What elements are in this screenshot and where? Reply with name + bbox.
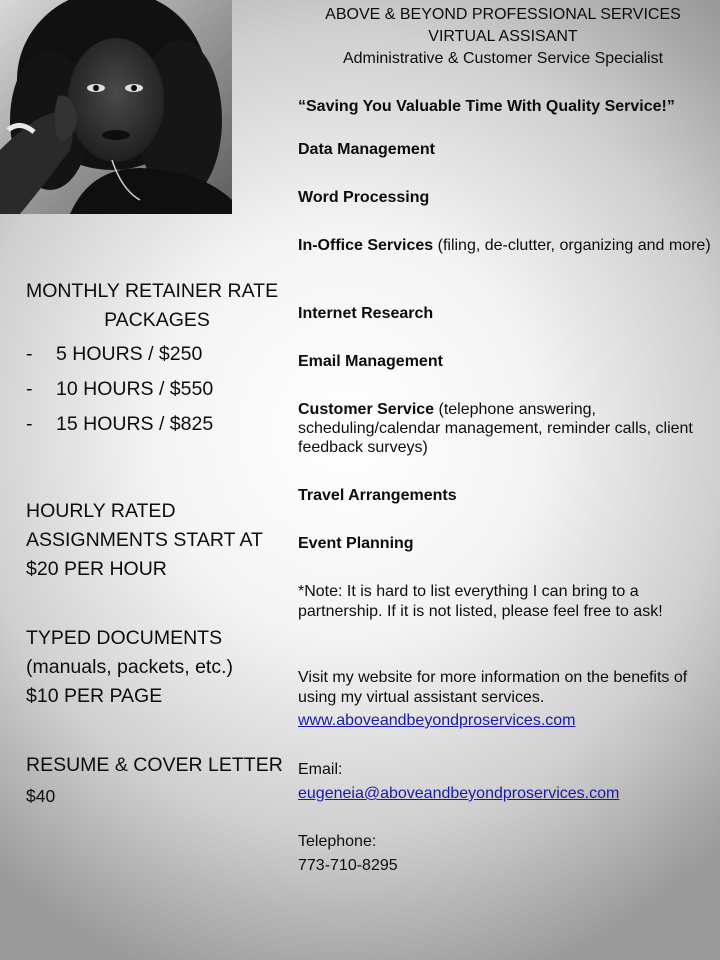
telephone-section	[298, 832, 716, 876]
tagline: “Saving You Valuable Time With Quality Service!”	[298, 98, 675, 115]
package-list	[26, 340, 288, 439]
typed-documents-section	[26, 624, 288, 711]
service-item	[298, 304, 716, 323]
business-header	[300, 4, 706, 70]
email-section	[298, 760, 716, 804]
website-description: Visit my website for more information on the benefits of using my virtual assistant services.	[298, 669, 688, 706]
service-item	[298, 140, 716, 159]
service-name: Event Planning	[298, 535, 414, 552]
service-item	[298, 236, 716, 255]
service-item	[298, 188, 716, 207]
typed-line3: $10 PER PAGE	[26, 685, 163, 707]
service-item	[298, 486, 716, 505]
resume-price: $40	[26, 786, 56, 806]
service-item	[298, 400, 716, 457]
email-link[interactable]: eugeneia@aboveandbeyondproservices.com	[298, 785, 620, 802]
package-bullet: -	[26, 413, 33, 435]
service-name: Customer Service	[298, 401, 435, 418]
hourly-section	[26, 497, 288, 584]
specialty-title: Administrative & Customer Service Specialist	[342, 50, 664, 67]
service-name: Travel Arrangements	[298, 487, 457, 504]
package-bullet: -	[26, 343, 33, 365]
role-title: VIRTUAL ASSISANT	[428, 28, 578, 45]
package-bullet: -	[26, 378, 33, 400]
service-name: Word Processing	[298, 189, 430, 206]
telephone-label: Telephone:	[298, 833, 377, 850]
package-item	[26, 375, 288, 404]
email-label: Email:	[298, 761, 343, 778]
typed-line2: (manuals, packets, etc.)	[26, 656, 233, 678]
website-link[interactable]: www.aboveandbeyondproservices.com	[298, 712, 576, 729]
company-name: ABOVE & BEYOND PROFESSIONAL SERVICES	[325, 6, 681, 23]
package-label: 5 HOURS / $250	[56, 343, 203, 365]
resume-heading: RESUME & COVER LETTER	[26, 754, 283, 776]
profile-photo	[0, 0, 232, 214]
service-name: In-Office Services	[298, 237, 434, 254]
hourly-line1: HOURLY RATED	[26, 500, 176, 522]
website-section	[298, 668, 716, 731]
package-item	[26, 410, 288, 439]
resume-section	[26, 751, 288, 811]
portrait-illustration	[0, 0, 232, 214]
service-detail: (telephone answering, scheduling/calendar management, reminder calls, client feedback surveys)	[298, 401, 693, 456]
telephone-number: 773-710-8295	[298, 857, 398, 874]
package-label: 10 HOURS / $550	[56, 378, 214, 400]
retainer-section	[26, 277, 288, 439]
package-label: 15 HOURS / $825	[56, 413, 214, 435]
package-item	[26, 340, 288, 369]
hourly-line3: $20 PER HOUR	[26, 558, 167, 580]
service-name: Data Management	[298, 141, 435, 158]
hourly-line2: ASSIGNMENTS START AT	[26, 529, 263, 551]
retainer-heading-line1: MONTHLY RETAINER RATE	[26, 280, 279, 302]
service-name: Email Management	[298, 353, 443, 370]
service-name: Internet Research	[298, 305, 434, 322]
service-detail: (filing, de-clutter, organizing and more)	[433, 237, 711, 254]
typed-line1: TYPED DOCUMENTS	[26, 627, 223, 649]
service-item	[298, 534, 716, 553]
service-item	[298, 352, 716, 371]
retainer-heading-line2: PACKAGES	[104, 309, 210, 331]
note-text: *Note: It is hard to list everything I can bring to a partnership. If it is not listed, please feel free to ask!	[298, 583, 663, 620]
